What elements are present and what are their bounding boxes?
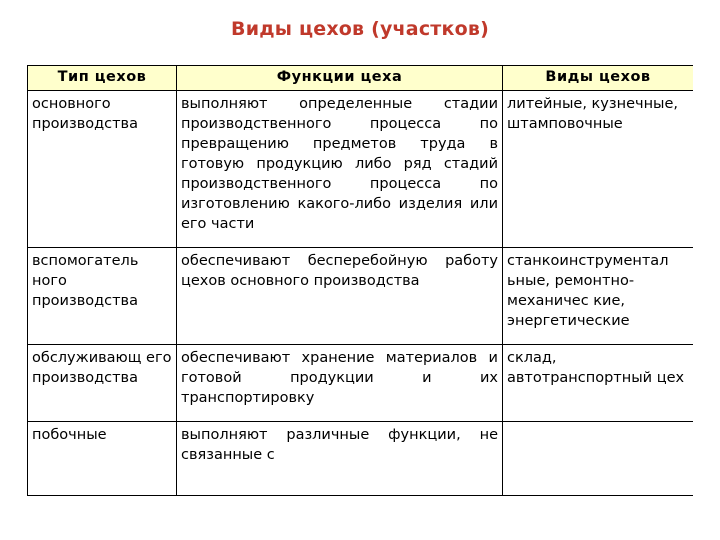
table-row: [28, 248, 694, 345]
cell-type: обслуживающ его производства: [28, 345, 177, 422]
cell-function: выполняют определенные стадии производственного процесса по превращению предметов труда в готовую продукцию либо ряд стадий производственного процесса по изготовлению какого-либо изделия или его части: [177, 91, 503, 248]
cell-kinds: [503, 422, 694, 496]
page-title: Виды цехов (участков): [231, 18, 489, 40]
table-header-row: [28, 66, 694, 91]
table-row: [28, 422, 694, 496]
cell-type: побочные: [28, 422, 177, 496]
workshops-table: [27, 65, 693, 496]
table-row: [28, 345, 694, 422]
cell-kinds: литейные, кузнечные, штамповочные: [503, 91, 694, 248]
cell-function: обеспечивают бесперебойную работу цехов основного производства: [177, 248, 503, 345]
cell-kinds: станкоинструментал ьные, ремонтно-механичес кие, энергетические: [503, 248, 694, 345]
table-row: [28, 91, 694, 248]
cell-kinds: склад, автотранспортный цех: [503, 345, 694, 422]
cell-function: обеспечивают хранение материалов и готовой продукции и их транспортировку: [177, 345, 503, 422]
column-header-kinds: Виды цехов: [503, 66, 694, 91]
cell-type: основного производства: [28, 91, 177, 248]
column-header-type: Тип цехов: [28, 66, 177, 91]
cell-function: выполняют различные функции, не связанные с: [177, 422, 503, 496]
workshops-table-container: [27, 65, 693, 540]
cell-type: вспомогатель ного производства: [28, 248, 177, 345]
column-header-function: Функции цеха: [177, 66, 503, 91]
